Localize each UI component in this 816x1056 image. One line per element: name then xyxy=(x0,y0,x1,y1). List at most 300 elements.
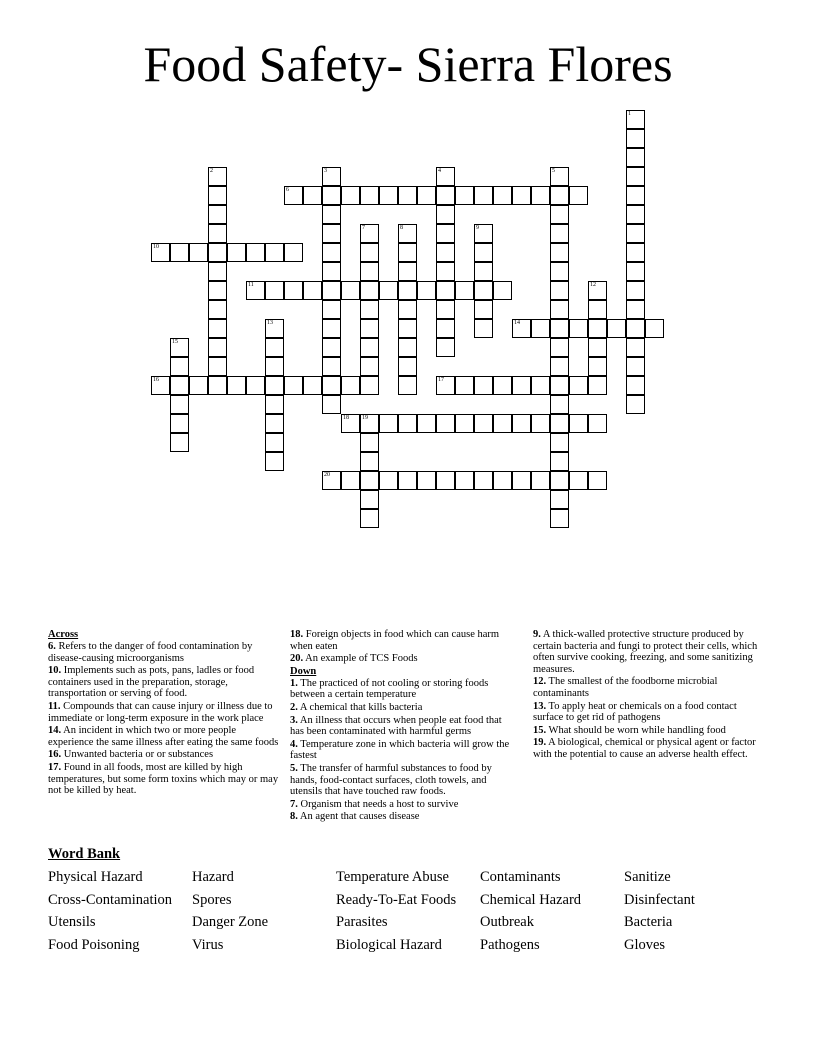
grid-cell[interactable] xyxy=(550,376,569,395)
clue-number: 7 xyxy=(362,225,365,231)
clue-text: Found in all foods, most are killed by high temperatures, but some form toxins which may or may not be killed by heat. xyxy=(48,761,279,797)
clue-number: 20 xyxy=(324,472,330,478)
down-heading: Down xyxy=(290,665,317,677)
grid-cell[interactable] xyxy=(550,243,569,262)
grid-cell[interactable] xyxy=(626,186,645,205)
grid-cell[interactable] xyxy=(550,395,569,414)
word-bank-item: Spores xyxy=(192,892,232,908)
grid-cell[interactable] xyxy=(588,357,607,376)
clue-number-label: 8. xyxy=(290,811,298,823)
grid-cell[interactable] xyxy=(436,471,455,490)
grid-cell[interactable] xyxy=(550,262,569,281)
clue-number-label: 18. xyxy=(290,629,304,640)
down-clue xyxy=(290,763,518,798)
grid-cell[interactable] xyxy=(607,319,626,338)
grid-cell[interactable] xyxy=(474,281,493,300)
grid-cell[interactable] xyxy=(341,471,360,490)
grid-cell[interactable] xyxy=(208,205,227,224)
grid-cell[interactable] xyxy=(360,414,379,433)
grid-cell[interactable] xyxy=(626,300,645,319)
across-clue xyxy=(290,653,518,665)
grid-cell[interactable] xyxy=(626,243,645,262)
grid-cell[interactable] xyxy=(265,319,284,338)
word-bank-item: Contaminants xyxy=(480,869,561,885)
clue-number: 4 xyxy=(438,168,441,174)
down-clue xyxy=(290,678,518,701)
grid-cell[interactable] xyxy=(265,357,284,376)
clue-number-label: 10. xyxy=(48,665,62,677)
grid-cell[interactable] xyxy=(626,319,645,338)
grid-cell[interactable] xyxy=(512,376,531,395)
grid-cell[interactable] xyxy=(246,376,265,395)
grid-cell[interactable] xyxy=(569,319,588,338)
grid-cell[interactable] xyxy=(303,281,322,300)
across-clue xyxy=(48,762,280,797)
grid-cell[interactable] xyxy=(265,243,284,262)
grid-cell[interactable] xyxy=(360,300,379,319)
clue-number-label: 4. xyxy=(290,738,298,750)
grid-cell[interactable] xyxy=(265,376,284,395)
word-bank-item: Biological Hazard xyxy=(336,937,442,953)
grid-cell[interactable] xyxy=(189,376,208,395)
across-clue xyxy=(48,749,280,761)
grid-cell[interactable] xyxy=(360,281,379,300)
grid-cell[interactable] xyxy=(360,186,379,205)
grid-cell[interactable] xyxy=(379,414,398,433)
clue-number-label: 17. xyxy=(48,761,62,773)
clue-number: 11 xyxy=(248,282,254,288)
down-clue xyxy=(533,629,767,675)
word-bank-item: Parasites xyxy=(336,914,388,930)
word-bank-item: Gloves xyxy=(624,937,666,953)
clue-number-label: 6. xyxy=(48,641,56,652)
clue-number-label: 16. xyxy=(48,749,62,761)
grid-cell[interactable] xyxy=(208,376,227,395)
grid-cell[interactable] xyxy=(360,490,379,509)
clue-number-label: 20. xyxy=(290,653,304,665)
grid-cell[interactable] xyxy=(398,357,417,376)
clues-column-3 xyxy=(533,629,767,762)
clue-number: 3 xyxy=(324,168,327,174)
grid-cell[interactable] xyxy=(512,186,531,205)
grid-cell[interactable] xyxy=(417,281,436,300)
word-bank-item: Utensils xyxy=(48,914,96,930)
grid-cell[interactable] xyxy=(265,433,284,452)
grid-cell[interactable] xyxy=(398,224,417,243)
grid-cell[interactable] xyxy=(398,414,417,433)
clue-text: Temperature zone in which bacteria will grow the fastest xyxy=(290,738,510,762)
grid-cell[interactable] xyxy=(360,509,379,528)
grid-cell[interactable] xyxy=(208,262,227,281)
grid-cell[interactable] xyxy=(360,243,379,262)
grid-cell[interactable] xyxy=(474,186,493,205)
grid-cell[interactable] xyxy=(322,300,341,319)
grid-cell[interactable] xyxy=(436,338,455,357)
grid-cell[interactable] xyxy=(531,376,550,395)
clue-number-label: 11. xyxy=(48,700,61,712)
grid-cell[interactable] xyxy=(284,376,303,395)
down-clue xyxy=(290,739,518,762)
grid-cell[interactable] xyxy=(455,414,474,433)
grid-cell[interactable] xyxy=(436,205,455,224)
clue-number-label: 12. xyxy=(533,676,547,688)
grid-cell[interactable] xyxy=(588,376,607,395)
grid-cell[interactable] xyxy=(550,471,569,490)
grid-cell[interactable] xyxy=(360,319,379,338)
grid-cell[interactable] xyxy=(550,452,569,471)
grid-cell[interactable] xyxy=(265,338,284,357)
grid-cell[interactable] xyxy=(170,357,189,376)
grid-cell[interactable] xyxy=(265,395,284,414)
clue-text: Organism that needs a host to survive xyxy=(297,798,459,810)
grid-cell[interactable] xyxy=(208,357,227,376)
clue-text: What should be worn while handling food xyxy=(546,724,726,736)
grid-cell[interactable] xyxy=(360,357,379,376)
clue-number: 8 xyxy=(400,225,403,231)
clue-number: 9 xyxy=(476,225,479,231)
grid-cell[interactable] xyxy=(626,376,645,395)
grid-cell[interactable] xyxy=(550,167,569,186)
grid-cell[interactable] xyxy=(455,471,474,490)
clue-text: The transfer of harmful substances to food by hands, food-contact surfaces, cloth towels, and utensils that have touched raw foods. xyxy=(290,762,492,798)
clue-text: Compounds that can cause injury or illness due to immediate or long-term exposure in the work place xyxy=(48,700,273,724)
grid-cell[interactable] xyxy=(550,509,569,528)
grid-cell[interactable] xyxy=(208,186,227,205)
word-bank-item: Food Poisoning xyxy=(48,937,140,953)
grid-cell[interactable] xyxy=(151,376,170,395)
grid-cell[interactable] xyxy=(398,319,417,338)
grid-cell[interactable] xyxy=(550,300,569,319)
clue-number: 10 xyxy=(153,244,159,250)
grid-cell[interactable] xyxy=(208,281,227,300)
across-heading: Across xyxy=(48,629,79,640)
clue-number: 15 xyxy=(172,339,178,345)
word-bank-item: Bacteria xyxy=(624,914,673,930)
clue-text: Foreign objects in food which can cause harm when eaten xyxy=(290,629,500,652)
grid-cell[interactable] xyxy=(379,186,398,205)
grid-cell[interactable] xyxy=(474,414,493,433)
down-clue xyxy=(533,725,767,737)
grid-cell[interactable] xyxy=(170,243,189,262)
grid-cell[interactable] xyxy=(645,319,664,338)
word-bank-item: Sanitize xyxy=(624,869,671,885)
grid-cell[interactable] xyxy=(265,281,284,300)
grid-cell[interactable] xyxy=(360,433,379,452)
grid-cell[interactable] xyxy=(303,186,322,205)
grid-cell[interactable] xyxy=(417,471,436,490)
clue-number: 18 xyxy=(343,415,349,421)
down-clue xyxy=(290,811,518,823)
grid-cell[interactable] xyxy=(322,357,341,376)
grid-cell[interactable] xyxy=(398,300,417,319)
clue-number: 5 xyxy=(552,168,555,174)
clue-number: 17 xyxy=(438,377,444,383)
grid-cell[interactable] xyxy=(322,243,341,262)
across-clue xyxy=(48,701,280,724)
grid-cell[interactable] xyxy=(208,319,227,338)
grid-cell[interactable] xyxy=(208,338,227,357)
grid-cell[interactable] xyxy=(436,376,455,395)
clue-number: 12 xyxy=(590,282,596,288)
across-clue xyxy=(290,629,518,652)
clue-number: 14 xyxy=(514,320,520,326)
grid-cell[interactable] xyxy=(265,452,284,471)
grid-cell[interactable] xyxy=(550,357,569,376)
grid-cell[interactable] xyxy=(360,452,379,471)
grid-cell[interactable] xyxy=(322,319,341,338)
clue-text: An illness that occurs when people eat food that has been contaminated with harmful germs xyxy=(290,714,502,738)
grid-cell[interactable] xyxy=(284,281,303,300)
grid-cell[interactable] xyxy=(550,205,569,224)
grid-cell[interactable] xyxy=(436,319,455,338)
grid-cell[interactable] xyxy=(455,376,474,395)
word-bank-item: Cross-Contamination xyxy=(48,892,173,908)
grid-cell[interactable] xyxy=(550,281,569,300)
page-title: Food Safety- Sierra Flores xyxy=(143,36,673,92)
clue-number: 2 xyxy=(210,168,213,174)
grid-cell[interactable] xyxy=(417,186,436,205)
clue-text: An agent that causes disease xyxy=(297,811,420,823)
grid-cell[interactable] xyxy=(626,281,645,300)
grid-cell[interactable] xyxy=(626,338,645,357)
grid-cell[interactable] xyxy=(170,414,189,433)
grid-cell[interactable] xyxy=(588,319,607,338)
across-clue xyxy=(48,641,280,664)
grid-cell[interactable] xyxy=(436,224,455,243)
grid-cell[interactable] xyxy=(208,167,227,186)
grid-cell[interactable] xyxy=(550,414,569,433)
down-clue xyxy=(290,799,518,811)
grid-cell[interactable] xyxy=(170,376,189,395)
grid-cell[interactable] xyxy=(455,186,474,205)
grid-cell[interactable] xyxy=(455,281,474,300)
clue-number-label: 2. xyxy=(290,701,298,713)
clue-text: To apply heat or chemicals on a food contact surface to get rid of pathogens xyxy=(533,700,737,724)
grid-cell[interactable] xyxy=(626,395,645,414)
clue-text: The smallest of the foodborne microbial contaminants xyxy=(533,676,718,699)
grid-cell[interactable] xyxy=(360,376,379,395)
word-bank-item: Disinfectant xyxy=(624,892,695,908)
clue-number-label: 7. xyxy=(290,798,298,810)
grid-cell[interactable] xyxy=(550,319,569,338)
grid-cell[interactable] xyxy=(322,167,341,186)
down-clue xyxy=(290,702,518,714)
word-bank-item: Temperature Abuse xyxy=(336,869,449,885)
word-bank-item: Outbreak xyxy=(480,914,534,930)
grid-cell[interactable] xyxy=(398,243,417,262)
grid-cell[interactable] xyxy=(531,319,550,338)
grid-cell[interactable] xyxy=(588,338,607,357)
grid-cell[interactable] xyxy=(493,414,512,433)
word-bank-item: Chemical Hazard xyxy=(480,892,582,908)
grid-cell[interactable] xyxy=(322,471,341,490)
grid-cell[interactable] xyxy=(588,300,607,319)
grid-cell[interactable] xyxy=(626,224,645,243)
down-clue xyxy=(533,737,767,760)
down-clue xyxy=(533,676,767,699)
grid-cell[interactable] xyxy=(341,414,360,433)
word-bank-item: Ready-To-Eat Foods xyxy=(336,892,457,908)
grid-cell[interactable] xyxy=(569,376,588,395)
grid-cell[interactable] xyxy=(227,243,246,262)
clue-number-label: 14. xyxy=(48,725,62,737)
grid-cell[interactable] xyxy=(588,471,607,490)
grid-cell[interactable] xyxy=(569,414,588,433)
clue-number: 1 xyxy=(628,111,631,117)
grid-cell[interactable] xyxy=(550,338,569,357)
across-clue xyxy=(48,665,280,700)
grid-cell[interactable] xyxy=(531,186,550,205)
grid-cell[interactable] xyxy=(417,414,436,433)
word-bank-item: Virus xyxy=(192,937,224,953)
grid-cell[interactable] xyxy=(322,376,341,395)
grid-cell[interactable] xyxy=(550,433,569,452)
across-clue xyxy=(48,725,280,748)
grid-cell[interactable] xyxy=(474,262,493,281)
grid-cell[interactable] xyxy=(626,167,645,186)
clue-text: A thick-walled protective structure produced by certain bacteria and fungi to protect their cells, which often survive cooking, freezing, and some sanitizing measures. xyxy=(533,629,758,675)
grid-cell[interactable] xyxy=(626,205,645,224)
grid-cell[interactable] xyxy=(436,243,455,262)
grid-cell[interactable] xyxy=(322,186,341,205)
grid-cell[interactable] xyxy=(208,243,227,262)
clue-number-label: 19. xyxy=(533,737,547,749)
clue-text: A chemical that kills bacteria xyxy=(297,701,423,713)
grid-cell[interactable] xyxy=(474,224,493,243)
grid-cell[interactable] xyxy=(246,281,265,300)
grid-cell[interactable] xyxy=(341,376,360,395)
clue-number-label: 13. xyxy=(533,700,547,712)
clue-text: The practiced of not cooling or storing foods between a certain temperature xyxy=(290,677,489,701)
grid-cell[interactable] xyxy=(170,433,189,452)
grid-cell[interactable] xyxy=(493,281,512,300)
clue-number-label: 5. xyxy=(290,762,298,774)
grid-cell[interactable] xyxy=(227,376,246,395)
clue-number: 13 xyxy=(267,320,273,326)
grid-cell[interactable] xyxy=(436,281,455,300)
grid-cell[interactable] xyxy=(436,300,455,319)
grid-cell[interactable] xyxy=(398,262,417,281)
grid-cell[interactable] xyxy=(531,471,550,490)
grid-cell[interactable] xyxy=(398,186,417,205)
grid-cell[interactable] xyxy=(550,224,569,243)
grid-cell[interactable] xyxy=(436,186,455,205)
grid-cell[interactable] xyxy=(550,186,569,205)
grid-cell[interactable] xyxy=(265,414,284,433)
grid-cell[interactable] xyxy=(322,281,341,300)
clues-column-1 xyxy=(48,629,280,798)
grid-cell[interactable] xyxy=(322,262,341,281)
word-bank-item: Physical Hazard xyxy=(48,869,143,885)
grid-cell[interactable] xyxy=(170,395,189,414)
grid-cell[interactable] xyxy=(170,338,189,357)
grid-cell[interactable] xyxy=(512,471,531,490)
clue-text: Unwanted bacteria or or substances xyxy=(61,749,214,761)
grid-cell[interactable] xyxy=(474,300,493,319)
grid-cell[interactable] xyxy=(398,338,417,357)
grid-cell[interactable] xyxy=(493,471,512,490)
clue-number-label: 1. xyxy=(290,677,298,689)
grid-cell[interactable] xyxy=(474,376,493,395)
word-bank-item: Hazard xyxy=(192,869,234,885)
grid-cell[interactable] xyxy=(284,243,303,262)
grid-cell[interactable] xyxy=(284,186,303,205)
grid-cell[interactable] xyxy=(322,205,341,224)
grid-cell[interactable] xyxy=(436,262,455,281)
grid-cell[interactable] xyxy=(493,376,512,395)
clue-text: An example of TCS Foods xyxy=(303,653,418,665)
grid-cell[interactable] xyxy=(360,262,379,281)
grid-cell[interactable] xyxy=(493,186,512,205)
grid-cell[interactable] xyxy=(436,167,455,186)
grid-cell[interactable] xyxy=(322,224,341,243)
grid-cell[interactable] xyxy=(626,110,645,129)
grid-cell[interactable] xyxy=(341,186,360,205)
clue-text: Refers to the danger of food contamination by disease-causing microorganisms xyxy=(48,641,253,664)
grid-cell[interactable] xyxy=(379,281,398,300)
grid-cell[interactable] xyxy=(379,471,398,490)
grid-cell[interactable] xyxy=(360,338,379,357)
clue-text: Implements such as pots, pans, ladles or food containers used in the preparation, storage, transportation or serving of food. xyxy=(48,665,255,700)
grid-cell[interactable] xyxy=(626,129,645,148)
grid-cell[interactable] xyxy=(626,262,645,281)
grid-cell[interactable] xyxy=(208,224,227,243)
grid-cell[interactable] xyxy=(398,281,417,300)
grid-cell[interactable] xyxy=(341,281,360,300)
grid-cell[interactable] xyxy=(512,319,531,338)
grid-cell[interactable] xyxy=(322,338,341,357)
down-clue xyxy=(290,715,518,738)
grid-cell[interactable] xyxy=(208,300,227,319)
grid-cell[interactable] xyxy=(588,281,607,300)
down-clue xyxy=(533,701,767,724)
grid-cell[interactable] xyxy=(474,243,493,262)
clue-number-label: 15. xyxy=(533,724,547,736)
clues-column-2 xyxy=(290,629,518,824)
grid-cell[interactable] xyxy=(569,186,588,205)
grid-cell[interactable] xyxy=(360,471,379,490)
grid-cell[interactable] xyxy=(436,414,455,433)
grid-cell[interactable] xyxy=(474,471,493,490)
word-bank-item: Pathogens xyxy=(480,937,540,953)
grid-cell[interactable] xyxy=(474,319,493,338)
grid-cell[interactable] xyxy=(322,395,341,414)
grid-cell[interactable] xyxy=(512,414,531,433)
grid-cell[interactable] xyxy=(398,376,417,395)
grid-cell[interactable] xyxy=(246,243,265,262)
grid-cell[interactable] xyxy=(588,414,607,433)
word-bank-heading: Word Bank xyxy=(48,846,121,862)
clue-number-label: 3. xyxy=(290,714,298,726)
grid-cell[interactable] xyxy=(531,414,550,433)
clue-number: 6 xyxy=(286,187,289,193)
grid-cell[interactable] xyxy=(398,471,417,490)
grid-cell[interactable] xyxy=(626,148,645,167)
clue-number: 19 xyxy=(362,415,368,421)
clue-text: A biological, chemical or physical agent or factor with the potential to cause an adverse health effect. xyxy=(533,737,756,760)
grid-cell[interactable] xyxy=(360,224,379,243)
clue-text: An incident in which two or more people experience the same illness after eating the same foods xyxy=(48,725,279,748)
word-bank-item: Danger Zone xyxy=(192,914,269,930)
clue-number-label: 9. xyxy=(533,629,541,640)
grid-cell[interactable] xyxy=(550,490,569,509)
grid-cell[interactable] xyxy=(151,243,170,262)
grid-cell[interactable] xyxy=(569,471,588,490)
clue-number: 16 xyxy=(153,377,159,383)
grid-cell[interactable] xyxy=(189,243,208,262)
grid-cell[interactable] xyxy=(303,376,322,395)
grid-cell[interactable] xyxy=(626,357,645,376)
